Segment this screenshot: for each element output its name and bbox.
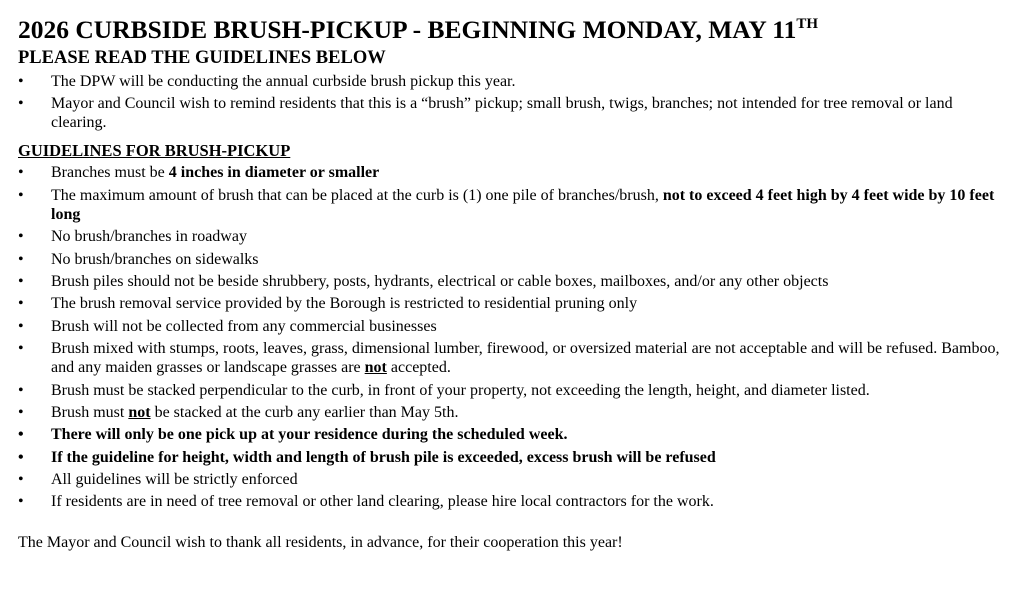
bullet-icon: • — [18, 471, 24, 489]
guidelines-heading: GUIDELINES FOR BRUSH-PICKUP — [18, 141, 291, 161]
bullet-icon: • — [18, 250, 24, 268]
notice-title — [18, 14, 1004, 46]
guideline-text: The brush removal service provided by the Borough is restricted to residential pruning only — [51, 295, 638, 313]
notice-title-superscript: TH — [796, 16, 819, 32]
bullet-icon: • — [18, 448, 24, 466]
guideline-text: Brush must be stacked perpendicular to the curb, in front of your property, not exceeding the length, height, and diameter listed. — [51, 381, 870, 399]
bullet-icon: • — [18, 426, 24, 444]
guideline-item — [18, 403, 1004, 422]
guideline-underlined-text: not — [364, 359, 387, 377]
guideline-bold-text: not to exceed 4 feet high by 4 feet wide by 10 feet long — [51, 186, 995, 223]
bullet-icon: • — [18, 73, 24, 90]
bullet-icon: • — [18, 381, 24, 399]
guideline-item — [18, 339, 1004, 377]
guideline-item — [18, 381, 1004, 400]
guideline-item — [18, 492, 1004, 511]
guideline-text-after: accepted. — [386, 359, 451, 377]
intro-item-text: The DPW will be conducting the annual curbside brush pickup this year. — [51, 73, 516, 90]
notice-title-text: 2026 CURBSIDE BRUSH-PICKUP - BEGINNING MONDAY, MAY 11 — [18, 15, 797, 44]
guideline-item — [18, 470, 1004, 489]
guideline-bold-text: There will only be one pick up at your residence during the scheduled week. — [51, 426, 568, 444]
guideline-item — [18, 317, 1004, 336]
guideline-bold-text: If the guideline for height, width and length of brush pile is exceeded, excess brush will be refused — [51, 448, 716, 466]
intro-item-text: Mayor and Council wish to remind residents that this is a “brush” pickup; small brush, twigs, branches; not intended for tree removal or land clearing. — [51, 95, 953, 132]
guideline-item — [18, 425, 1004, 444]
guideline-text-after: be stacked at the curb any earlier than May 5th. — [150, 403, 459, 421]
bullet-icon: • — [18, 95, 24, 113]
intro-item — [18, 94, 1004, 132]
guideline-text: If residents are in need of tree removal or other land clearing, please hire local contractors for the work. — [51, 493, 714, 511]
guideline-text: Brush must — [51, 403, 129, 421]
intro-item — [18, 72, 1004, 91]
guideline-text: No brush/branches on sidewalks — [51, 250, 259, 268]
guidelines-list — [18, 163, 1004, 511]
guideline-text: Brush will not be collected from any commercial businesses — [51, 317, 437, 335]
guideline-item — [18, 448, 1004, 467]
guideline-underlined-text: not — [128, 403, 151, 421]
bullet-icon: • — [18, 340, 24, 358]
guideline-bold-text: 4 inches in diameter or smaller — [168, 164, 380, 182]
guideline-item — [18, 186, 1004, 224]
closing-statement: The Mayor and Council wish to thank all residents, in advance, for their cooperation this year! — [18, 534, 623, 552]
bullet-icon: • — [18, 228, 24, 246]
guideline-item — [18, 294, 1004, 313]
guideline-text: The maximum amount of brush that can be placed at the curb is (1) one pile of branches/brush, — [51, 186, 663, 204]
bullet-icon: • — [18, 272, 24, 290]
bullet-icon: • — [18, 317, 24, 335]
guideline-text: No brush/branches in roadway — [51, 228, 247, 246]
guideline-text: Brush piles should not be beside shrubbery, posts, hydrants, electrical or cable boxes, mailboxes, and/or any other objects — [51, 272, 829, 290]
guideline-item — [18, 250, 1004, 269]
bullet-icon: • — [18, 493, 24, 511]
bullet-icon: • — [18, 295, 24, 313]
notice-subtitle: PLEASE READ THE GUIDELINES BELOW — [18, 48, 386, 68]
guideline-text: Brush mixed with stumps, roots, leaves, grass, dimensional lumber, firewood, or oversized material are not acceptable and will be refused. Bamboo, and any maiden grasses or landscape grasses are — [51, 340, 1000, 377]
guideline-item — [18, 272, 1004, 291]
bullet-icon: • — [18, 186, 24, 204]
bullet-icon: • — [18, 164, 24, 182]
guideline-item — [18, 227, 1004, 246]
guideline-item — [18, 163, 1004, 182]
guideline-text: All guidelines will be strictly enforced — [51, 471, 298, 489]
guideline-text: Branches must be — [51, 164, 169, 182]
intro-list — [18, 72, 1004, 132]
bullet-icon: • — [18, 403, 24, 421]
